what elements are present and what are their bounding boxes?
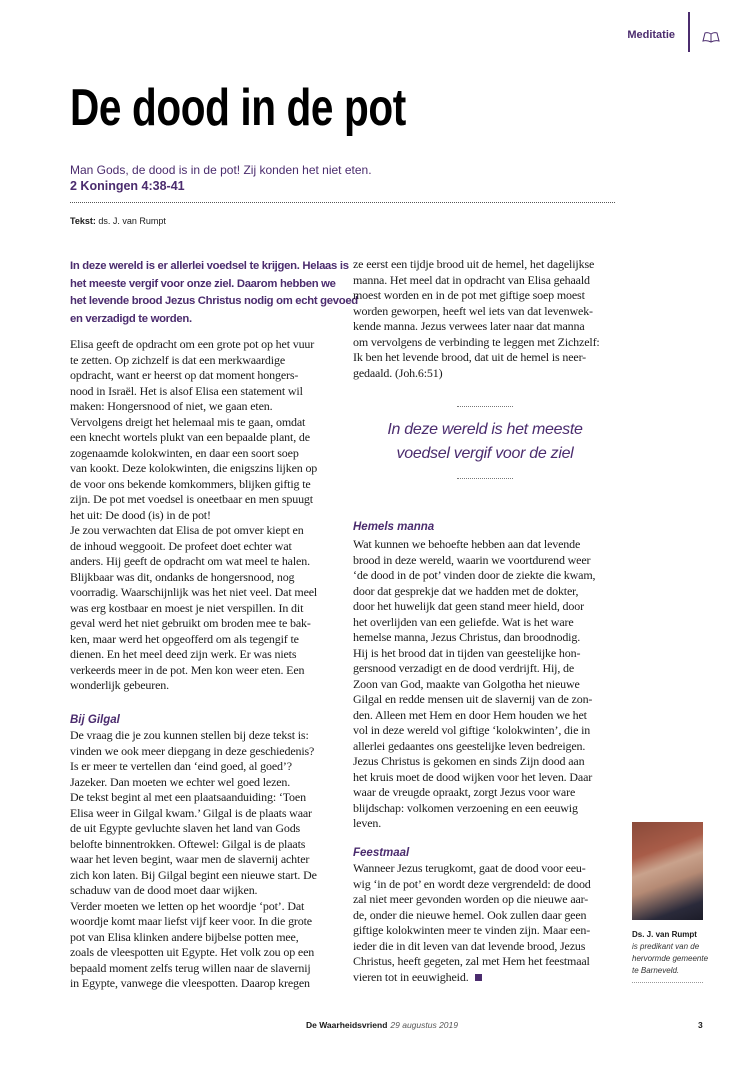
author-bio-line: is predikant van de [632, 942, 700, 951]
text-line: de voor ons bekende komkommers, blijken giftig te [70, 476, 311, 491]
author-bio-line: te Barneveld. [632, 966, 680, 975]
author-bio-line: hervormde gemeente [632, 954, 709, 963]
text-line: woordje komt maar liefst vijf keer voor. In die grote [70, 914, 312, 928]
open-book-icon [702, 30, 720, 48]
text-line: Verder moeten we letten op het woordje ‘pot’. Dat [70, 898, 305, 913]
text-line: Hij is het brood dat in tijden van geestelijke hon- [353, 645, 581, 660]
text-line: moest worden en in de pot met giftige soep moest [353, 288, 585, 302]
text-line: worden geworpen, heeft wel iets van dat levenwek- [353, 303, 593, 318]
text-line: vinden we ook meer diepgang in deze geschiedenis? [70, 743, 315, 758]
text-line: leven. [353, 816, 382, 830]
caption-divider [632, 982, 703, 983]
text-line: het kruis moet de dood wijken voor het leven. Daar [353, 769, 593, 784]
text-line: het uit: De dood (is) in de pot! [70, 507, 211, 522]
text-line: De vraag die je zou kunnen stellen bij deze tekst is: [70, 728, 309, 742]
footer-publication [306, 1020, 458, 1030]
body-paragraph [353, 537, 623, 832]
text-line: te zetten. Op zichzelf is dat een merkwaardige [70, 352, 285, 367]
text-line: Jezus Christus is gekomen en sinds Zijn dood aan [353, 754, 585, 768]
scripture-reference: 2 Koningen 4:38-41 [70, 179, 185, 193]
text-line: geval werd het niet gebruikt om broden mee te bak- [70, 616, 311, 630]
body-paragraph [70, 728, 340, 992]
text-line: Jazeker. Dan moeten we echter wel goed lezen. [70, 774, 291, 789]
end-of-article-mark [475, 974, 482, 981]
text-line: zal niet meer gevonden worden op die nieuwe aar- [353, 892, 589, 906]
text-line: de inhoud weggooit. De profeet doet echter wat [70, 538, 292, 553]
text-line: Elisa geeft de opdracht om een grote pot op het vuur [70, 337, 315, 351]
byline-label: Tekst: [70, 216, 96, 226]
text-line: zijn. De pot met voedsel is oneetbaar en men spuugt [70, 492, 313, 506]
text-line: nood in Israël. Het is alsof Elisa een statement wil [70, 383, 303, 398]
text-line: Zoon van God, maakte van Golgotha het nieuwe [353, 676, 580, 691]
author-bio [632, 941, 708, 977]
text-line: Elisa weer in Gilgal kwam.’ Gilgal is de plaats waar [70, 805, 312, 820]
text-line: maken: Hongersnood of niet, we gaan eten. [70, 399, 273, 413]
body-paragraph [70, 337, 340, 694]
text-line: de, onder die nieuwe hemel. Ook zullen daar geen [353, 907, 587, 922]
text-line: Wat kunnen we behoefte hebben aan dat levende [353, 537, 581, 551]
subheading: Hemels manna [353, 521, 435, 533]
quote-divider [457, 406, 513, 407]
text-line: in Egypte, vanwege die vleespotten. Daarop kregen [70, 976, 310, 990]
text-line: belofte binnentrokken. Oftewel: Gilgal is de plaats [70, 836, 306, 851]
subheading: Bij Gilgal [70, 714, 120, 726]
text-line: door dat gesprekje dat we hadden met de dokter, [353, 583, 579, 598]
text-line: vieren tot in eeuwigheid. [353, 970, 623, 986]
text-line: zoals de vleespotten uit Egypte. Het volk zou op een [70, 945, 315, 959]
text-line: en verzadigd te worden. [70, 312, 192, 325]
text-line: was erg kostbaar en moest je niet verspillen. In dit [70, 600, 304, 615]
text-line: ze eerst een tijdje brood uit de hemel, het dagelijkse [353, 257, 595, 271]
author-name: Ds. J. van Rumpt [632, 930, 697, 939]
text-line: Ik ben het levende brood, dat uit de hemel is neer- [353, 350, 587, 364]
text-line: Is er meer te vertellen dan ‘eind goed, al goed’? [70, 759, 292, 773]
pull-quote-line: voedsel vergif voor de ziel [396, 445, 574, 462]
text-line: ieder die in dit leven van dat levende brood, Jezus [353, 938, 586, 953]
text-line: opdracht, want er heerst op dat moment hongers- [70, 368, 299, 382]
text-line: wig ‘in de pot’ en wordt deze vergrendeld: de dood [353, 876, 591, 891]
body-paragraph [353, 257, 623, 381]
text-line: Gilgal en redde mensen uit de slavernij van de zon- [353, 692, 593, 706]
text-line: ‘de dood in de pot’ vinden door de ziekte die kwam, [353, 568, 596, 582]
magazine-name: De Waarheidsvriend [306, 1020, 388, 1030]
text-line: allerlei gedaantes ons geestelijke leven bedreigen. [353, 738, 586, 753]
text-line: van kookt. Deze kolokwinten, die enigszins lijken op [70, 461, 318, 475]
text-line: Je zou verwachten dat Elisa de pot omver kiept en [70, 523, 304, 537]
byline [70, 216, 166, 226]
text-line: anders. Hij geeft de opdracht om wat meel te halen. [70, 554, 310, 568]
text-line: voorradig. Waarschijnlijk was het niet veel. Dat meel [70, 585, 318, 599]
scripture-verse: Man Gods, de dood is in de pot! Zij konden het niet eten. [70, 163, 372, 177]
text-line: om vervolgens de verbinding te leggen met Zichzelf: [353, 334, 600, 349]
text-line: wonderlijk gebeuren. [70, 678, 169, 692]
text-line: dienen. En het meel deed zijn werk. Er was niets [70, 647, 297, 661]
text-line: manna. Het meel dat in opdracht van Elisa gehaald [353, 272, 590, 287]
author-photo [632, 822, 703, 920]
page-number: 3 [698, 1020, 703, 1030]
lead-paragraph [70, 258, 358, 328]
text-line: het levende brood Jezus Christus nodig om echt gevoed [70, 295, 358, 307]
text-line: ken, maar werd het opgeofferd om als tegengif te [70, 631, 299, 646]
issue-date: 29 augustus 2019 [390, 1020, 458, 1030]
text-line: de uit Egypte gevluchte slaven het land van Gods [70, 821, 301, 835]
text-line: waar de vreugde opraakt, zorgt Jezus voor ware [353, 785, 576, 799]
page-title: De dood in de pot [70, 79, 406, 137]
text-line: blijdschap: volkomen verzoening en een eeuwig [353, 800, 578, 815]
text-line: kende manna. Jezus verwees later naar dat manna [353, 319, 585, 333]
header-divider [688, 12, 690, 52]
pull-quote-line: In deze wereld is het meeste [387, 421, 583, 438]
pull-quote [350, 418, 620, 466]
text-line: zogenaamde kolokwinten, en daar een soort soep [70, 445, 299, 460]
text-line: door het huwelijk dat geen stand meer hield, door [353, 599, 584, 613]
text-line: waar het leven begint, waar men de slavernij achter [70, 852, 310, 866]
text-line: giftige kolokwinten meer te vinden zijn. Maar een- [353, 923, 591, 937]
body-paragraph [353, 861, 623, 985]
text-line: Vervolgens dreigt het helemaal mis te gaan, omdat [70, 414, 306, 429]
text-line: vol in deze wereld vol giftige ‘kolokwinten’, die in [353, 723, 591, 737]
text-line: een knecht wortels plukt van een bepaalde plant, de [70, 430, 310, 444]
text-line: bepaald moment zelfs terug willen naar de slavernij [70, 960, 311, 975]
text-line: schaduw van de dood moet daar wijken. [70, 883, 258, 897]
text-line: pot van Elisa klinken andere bijbelse potten mee, [70, 929, 299, 944]
text-line: den. Alleen met Hem en door Hem houden we het [353, 707, 587, 722]
dotted-divider [70, 202, 615, 203]
text-line: brood in deze wereld, waarin we voortdurend weer [353, 552, 591, 567]
text-line: Blijkbaar was dit, ondanks de hongersnood, nog [70, 569, 295, 584]
text-line: gersnood verzadigt en de dood verdrijft. Hij, de [353, 661, 575, 675]
text-line: hemelse manna, Jezus Christus, dan broodnodig. [353, 630, 581, 644]
text-line: gedaald. (Joh.6:51) [353, 365, 443, 380]
text-line: Wanneer Jezus terugkomt, gaat de dood voor eeu- [353, 861, 586, 875]
text-line: het meeste vergif voor onze ziel. Daarom hebben we [70, 277, 336, 290]
quote-divider [457, 478, 513, 479]
text-line: Christus, heeft gegeten, zal met Hem het feestmaal [353, 954, 590, 968]
text-line: zich kon laten. Bij Gilgal begint een nieuwe start. De [70, 867, 317, 882]
subheading: Feestmaal [353, 847, 410, 859]
text-line: verkeerds meer in de pot. Men kon weer eten. Een [70, 662, 305, 677]
byline-author: ds. J. van Rumpt [98, 216, 166, 226]
section-label: Meditatie [627, 29, 675, 41]
text-line: In deze wereld is er allerlei voedsel te krijgen. Helaas is [70, 260, 349, 272]
text-line: het overlijden van een geliefde. Wat is het ware [353, 614, 574, 629]
text-line: De tekst begint al met een plaatsaanduiding: ‘Toen [70, 790, 306, 804]
